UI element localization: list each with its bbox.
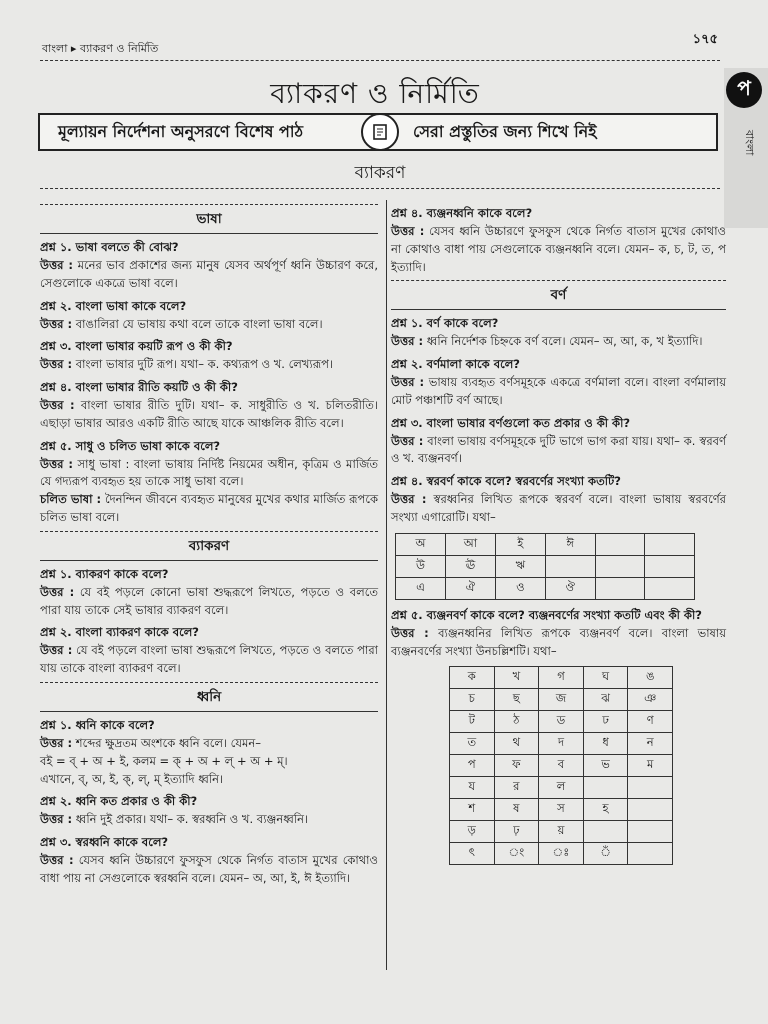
answer-label: উত্তর : [40, 643, 73, 658]
answer [40, 735, 378, 753]
answer-label: উত্তর : [40, 584, 75, 599]
answer [40, 456, 378, 492]
table-cell: ক [450, 667, 495, 689]
question: প্রশ্ন ৩. স্বরধ্বনি কাকে বলে? [40, 835, 169, 850]
answer-label: উত্তর : [391, 334, 424, 349]
table-cell: থ [494, 733, 539, 755]
table-cell: ঁ [583, 843, 628, 865]
table-cell: ঢ় [494, 821, 539, 843]
table-row [450, 733, 673, 755]
example-line: বই = ব্ + অ + ই, কলম = ক্ + অ + ল্ + অ + ম্। [40, 753, 288, 768]
question: প্রশ্ন ১. ভাষা বলতে কী বোঝ? [40, 240, 179, 254]
table-row [396, 577, 695, 599]
table-cell: ঠ [494, 711, 539, 733]
answer [391, 491, 726, 527]
table-cell: ৎ [450, 843, 495, 865]
answer [40, 316, 378, 334]
banner-right-text: সেরা প্রস্তুতির জন্য শিখে নিই [413, 121, 597, 141]
table-cell: ঘ [583, 667, 628, 689]
table-cell: ম [628, 755, 673, 777]
answer-label: উত্তর : [40, 735, 73, 750]
answer-label: উত্তর : [391, 492, 427, 507]
table-row [450, 799, 673, 821]
answer [40, 257, 378, 293]
answer [40, 811, 378, 829]
answer-label: উত্তর : [391, 223, 425, 238]
publisher-logo: প [726, 72, 762, 108]
breadcrumb: বাংলা ▸ ব্যাকরণ ও নির্মিতি [42, 42, 159, 55]
table-cell: ণ [628, 711, 673, 733]
question: প্রশ্ন ৪. ব্যঞ্জনধ্বনি কাকে বলে? [391, 206, 533, 220]
table-cell: অ [396, 533, 446, 555]
table-cell: ঝ [583, 689, 628, 711]
table-cell [583, 777, 628, 799]
question: প্রশ্ন ৫. সাধু ও চলিত ভাষা কাকে বলে? [40, 438, 221, 453]
table-cell: ও [495, 577, 545, 599]
question: প্রশ্ন ৩. বাংলা ভাষার বর্ণগুলো কত প্রকার ও কী কী? [391, 415, 631, 430]
table-cell: আ [445, 533, 495, 555]
table-cell: ত [450, 733, 495, 755]
table-cell: ই [495, 533, 545, 555]
side-tab [724, 68, 768, 228]
header-divider [40, 60, 720, 61]
answer-text: যেসব ধ্বনি উচ্চারণে ফুসফুস থেকে নির্গত বাতাস মুখের কোথাও বাধা পায় না সেগুলোকে স্বরধ্বনি বলে। যেমন– অ, আ, ই, ঈ ইত্যাদি। [40, 853, 378, 885]
table-cell: ধ [583, 733, 628, 755]
answer-label: উত্তর : [40, 257, 74, 272]
table-cell: ঔ [545, 577, 595, 599]
table-cell [595, 555, 645, 577]
question: প্রশ্ন ১. ব্যাকরণ কাকে বলে? [40, 566, 169, 581]
table-cell: ন [628, 733, 673, 755]
table-cell: চ [450, 689, 495, 711]
consonant-table [449, 666, 673, 865]
table-row [396, 533, 695, 555]
table-cell [583, 821, 628, 843]
table-cell: হ [583, 799, 628, 821]
answer-text: যে বই পড়লে বাংলা ভাষা শুদ্ধরূপে লিখতে, পড়তে ও বলতে পারা যায় তাকে বাংলা ব্যাকরণ বলে। [40, 643, 378, 676]
table-cell: ঙ [628, 667, 673, 689]
answer-text: সাধু ভাষা : বাংলা ভাষায় নির্দিষ্ট নিয়মের অধীন, কৃত্রিম ও মার্জিত যে গদ্যরূপ ব্যবহৃত হয় তাকে সাধু ভাষা বলে। [40, 456, 378, 489]
answer-text: বাংলা ভাষায় বর্ণসমূহকে দুটি ভাগে ভাগ করা যায়। যথা– ক. স্বরবর্ণ ও খ. ব্যঞ্জনবর্ণ। [391, 433, 727, 466]
question: প্রশ্ন ১. ধ্বনি কাকে বলে? [40, 717, 155, 732]
answer-text: বাংলা ভাষার রীতি দুটি। যথা– ক. সাধুরীতি ও খ. চলিতরীতি। এছাড়া ভাষার আরও একটি রীতি আছে যাকে আঞ্চলিক রীতি বলে। [40, 398, 378, 430]
question: প্রশ্ন ২. বাংলা ভাষা কাকে বলে? [40, 298, 187, 313]
table-cell: ব [539, 755, 584, 777]
table-cell: ট [450, 711, 495, 733]
answer-text: ভাষায় ব্যবহৃত বর্ণসমূহকে একত্রে বর্ণমালা বলে। বাংলা বর্ণমালায় মোট পঞ্চাশটি বর্ণ আছে। [391, 375, 726, 407]
side-tab-label: বাংলা [743, 130, 756, 156]
guidance-banner [38, 113, 718, 151]
book-icon [361, 113, 399, 151]
table-cell: ঋ [495, 555, 545, 577]
table-cell: ফ [494, 755, 539, 777]
question: প্রশ্ন ২. বর্ণমালা কাকে বলে? [391, 357, 520, 372]
table-cell: ড [539, 711, 584, 733]
table-cell: গ [539, 667, 584, 689]
table-cell [628, 799, 673, 821]
section-subtitle: ব্যাকরণ [354, 163, 406, 183]
answer [40, 642, 378, 678]
answer-text: বাংলা ভাষার দুটি রূপ। যথা– ক. কথ্যরূপ ও খ. লেখ্যরূপ। [75, 357, 334, 372]
answer [40, 852, 378, 888]
answer-text: ধ্বনি নির্দেশক চিহ্নকে বর্ণ বলে। যেমন– অ, আ, ক, খ ইত্যাদি। [426, 334, 703, 349]
table-cell: ঃ [539, 843, 584, 865]
table-cell: ল [539, 777, 584, 799]
question: প্রশ্ন ২. ধ্বনি কত প্রকার ও কী কী? [40, 794, 198, 809]
answer-text: মনের ভাব প্রকাশের জন্য মানুষ যেসব অর্থপূর্ণ ধ্বনি উচ্চারণ করে, সেগুলোকে একত্রে ভাষা বলে। [40, 257, 378, 290]
answer-label: উত্তর : [40, 853, 74, 867]
answer-text: ধ্বনি দুই প্রকার। যথা– ক. স্বরধ্বনি ও খ. ব্যঞ্জনধ্বনি। [75, 812, 309, 827]
table-cell: ঈ [545, 533, 595, 555]
section-heading: ভাষা [40, 204, 378, 234]
column-divider [386, 200, 387, 970]
table-cell [628, 843, 673, 865]
table-cell: জ [539, 689, 584, 711]
table-cell: স [539, 799, 584, 821]
question: প্রশ্ন ২. বাংলা ব্যাকরণ কাকে বলে? [40, 625, 199, 640]
answer-text: শব্দের ক্ষুদ্রতম অংশকে ধ্বনি বলে। যেমন– [75, 735, 261, 750]
table-cell: ড় [450, 821, 495, 843]
answer [391, 374, 726, 410]
right-column [391, 200, 726, 865]
answer [391, 433, 726, 469]
answer-text: যেসব ধ্বনি উচ্চারণে ফুসফুস থেকে নির্গত বাতাস মুখের কোথাও না কোথাও বাধা পায় সেগুলোকে ব্যঞ্জনধ্বনি বলে। যেমন– ক, চ, ট, ত, প ইত্যাদি। [391, 223, 726, 274]
answer-label: উত্তর : [391, 433, 424, 448]
table-cell: ভ [583, 755, 628, 777]
page-number: ১৭৫ [692, 32, 718, 47]
answer-text: বাঙালিরা যে ভাষায় কথা বলে তাকে বাংলা ভাষা বলে। [75, 316, 323, 331]
answer-text: ব্যঞ্জনধ্বনির লিখিত রূপকে ব্যঞ্জনবর্ণ বলে। বাংলা ভাষায় ব্যঞ্জনবর্ণের সংখ্যা উনচল্লিশটি। যথা– [391, 625, 726, 658]
table-row [450, 711, 673, 733]
subtitle-divider [40, 188, 720, 189]
table-row [450, 777, 673, 799]
answer-label: উত্তর : [391, 375, 425, 390]
question: প্রশ্ন ১. বর্ণ কাকে বলে? [391, 316, 499, 331]
table-cell: দ [539, 733, 584, 755]
answer-label: উত্তর : [40, 812, 73, 827]
table-cell [645, 533, 695, 555]
answer-label: উত্তর : [40, 456, 73, 471]
table-cell [545, 555, 595, 577]
section-heading: বর্ণ [391, 280, 726, 310]
table-row [450, 755, 673, 777]
answer-label: উত্তর : [391, 625, 429, 640]
answer-continued [40, 491, 378, 527]
table-cell: ছ [494, 689, 539, 711]
table-cell: ঢ [583, 711, 628, 733]
answer [391, 333, 726, 351]
question: প্রশ্ন ৪. বাংলা ভাষার রীতি কয়টি ও কী কী? [40, 380, 238, 395]
answer [40, 584, 378, 620]
table-cell: ং [494, 843, 539, 865]
table-cell [595, 533, 645, 555]
table-row [450, 689, 673, 711]
answer-label: চলিত ভাষা : [40, 492, 102, 507]
answer [391, 223, 726, 276]
table-cell [628, 777, 673, 799]
answer-text: যে বই পড়লে কোনো ভাষা শুদ্ধরূপে লিখতে, পড়তে ও বলতে পারা যায় তাকে সেই ভাষার ব্যাকরণ বলে। [40, 584, 378, 617]
answer-label: উত্তর : [40, 316, 73, 331]
example-line: এখানে, ব্, অ, ই, ক্, ল্, ম্ ইত্যাদি ধ্বনি। [40, 771, 224, 786]
table-cell: এ [396, 577, 446, 599]
table-cell: শ [450, 799, 495, 821]
table-row [450, 821, 673, 843]
table-row [450, 843, 673, 865]
chapter-title: ব্যাকরণ ও নির্মিতি [270, 77, 480, 110]
question: প্রশ্ন ৩. বাংলা ভাষার কয়টি রূপ ও কী কী? [40, 339, 233, 354]
answer [40, 356, 378, 374]
section-heading: ধ্বনি [40, 682, 378, 712]
vowel-table [395, 533, 695, 600]
table-cell [645, 555, 695, 577]
table-row [450, 667, 673, 689]
banner-left-text: মূল্যায়ন নির্দেশনা অনুসরণে বিশেষ পাঠ [58, 121, 304, 141]
table-cell: ঊ [445, 555, 495, 577]
section-heading: ব্যাকরণ [40, 531, 378, 561]
question: প্রশ্ন ৫. ব্যঞ্জনবর্ণ কাকে বলে? ব্যঞ্জনবর্ণের সংখ্যা কতটি এবং কী কী? [391, 607, 702, 622]
table-cell [628, 821, 673, 843]
answer [40, 397, 378, 433]
answer-label: উত্তর : [40, 357, 73, 372]
question: প্রশ্ন ৪. স্বরবর্ণ কাকে বলে? স্বরবর্ণের সংখ্যা কতটি? [391, 474, 621, 489]
answer [391, 625, 726, 661]
table-cell: ষ [494, 799, 539, 821]
left-column [40, 200, 378, 888]
table-cell [645, 577, 695, 599]
table-cell: য় [539, 821, 584, 843]
table-cell: ঐ [445, 577, 495, 599]
table-cell: র [494, 777, 539, 799]
table-cell: প [450, 755, 495, 777]
table-cell: ঞ [628, 689, 673, 711]
table-row [396, 555, 695, 577]
table-cell: য [450, 777, 495, 799]
answer-label: উত্তর : [40, 398, 75, 412]
table-cell: উ [396, 555, 446, 577]
table-cell [595, 577, 645, 599]
answer-text: স্বরধ্বনির লিখিত রূপকে স্বরবর্ণ বলে। বাংলা ভাষায় স্বরবর্ণের সংখ্যা এগারোটি। যথা– [391, 492, 727, 524]
table-cell: খ [494, 667, 539, 689]
answer-text: দৈনন্দিন জীবনে ব্যবহৃত মানুষের মুখের কথার মার্জিত রূপকে চলিত ভাষা বলে। [40, 492, 378, 524]
